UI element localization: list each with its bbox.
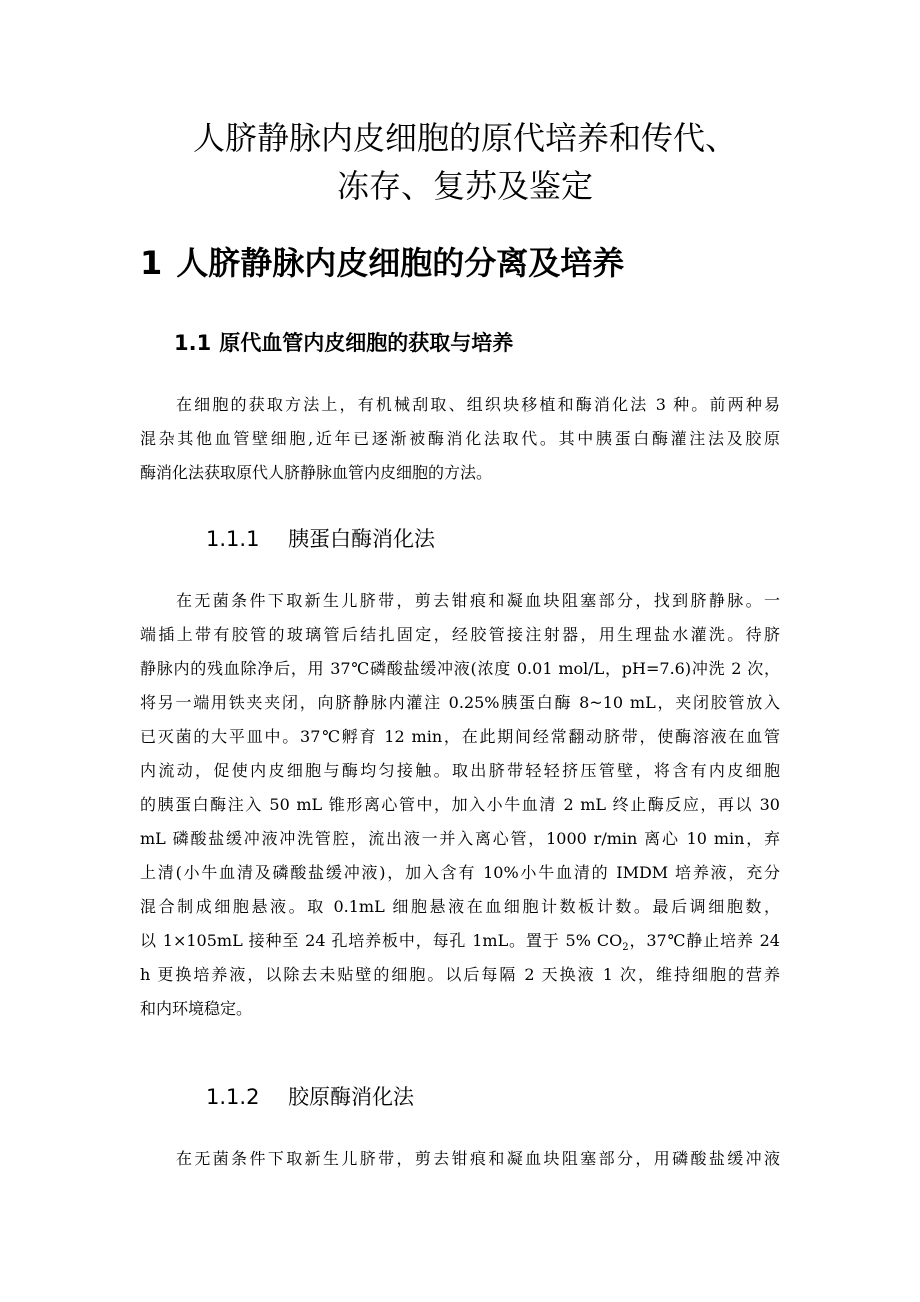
paragraph-line: 酶消化法获取原代人脐静脉血管内皮细胞的方法。 [140,463,493,482]
paragraph-line: 在无菌条件下取新生儿脐带，剪去钳痕和凝血块阻塞部分，找到脐静脉。一 [176,591,780,610]
paragraph-line: h 更换培养液，以除去未贴壁的细胞。以后每隔 2 天换液 1 次，维持细胞的营养 [140,965,780,984]
paragraph-line: 将另一端用铁夹夹闭，向脐静脉内灌注 0.25%胰蛋白酶 8~10 mL，夹闭胶管放入 [140,693,780,712]
co2-subscript: 2 [622,942,629,954]
paragraph-line: 在无菌条件下取新生儿脐带，剪去钳痕和凝血块阻塞部分，用磷酸盐缓冲液 [176,1149,780,1168]
line-text-before-subscript: 以 1×105mL 接种至 24 孔培养板中，每孔 1mL。置于 5% CO [140,931,623,950]
paragraph-line: 静脉内的残血除净后，用 37℃磷酸盐缓冲液(浓度 0.01 mol/L，pH=7.6)冲洗 2 次， [140,659,780,678]
paragraph-line: 混合制成细胞悬液。取 0.1mL 细胞悬液在血细胞计数板计数。最后调细胞数， [140,897,780,916]
section-1-1-2-number: 1.1.2 [206,1085,260,1109]
paragraph-line-with-subscript [140,924,780,958]
paragraph-line: 和内环境稳定。 [140,999,253,1018]
section-1-1-heading [174,328,513,358]
section-1-1-title: 原代血管内皮细胞的获取与培养 [219,331,514,355]
document-title-line-1: 人脐静脉内皮细胞的原代培养和传代、 [192,119,737,157]
section-1-1-2-paragraph [140,1142,780,1176]
paragraph-line: 的胰蛋白酶注入 50 mL 锥形离心管中，加入小牛血清 2 mL 终止酶反应，再以 30 [140,795,780,814]
section-1-1-1-paragraph [140,584,780,1026]
section-1-1-paragraph [140,388,780,490]
document-title-line-2: 冻存、复苏及鉴定 [336,167,593,205]
section-1-heading [140,241,624,285]
section-1-1-1-number: 1.1.1 [206,527,260,551]
section-1-1-number: 1.1 [174,331,212,355]
section-1-1-1-heading [206,524,435,554]
paragraph-line: 在细胞的获取方法上，有机械刮取、组织块移植和酶消化法 3 种。前两种易 [176,395,780,414]
section-1-1-2-title: 胶原酶消化法 [288,1085,414,1109]
paragraph-line: 端插上带有胶管的玻璃管后结扎固定，经胶管接注射器，用生理盐水灌洗。待脐 [140,625,780,644]
paragraph-line: 混杂其他血管壁细胞,近年已逐渐被酶消化法取代。其中胰蛋白酶灌注法及胶原 [140,429,780,448]
paragraph-line: 上清(小牛血清及磷酸盐缓冲液)，加入含有 10%小牛血清的 IMDM 培养液，充分 [140,863,780,882]
section-1-1-1-title: 胰蛋白酶消化法 [288,527,435,551]
section-1-title: 人脐静脉内皮细胞的分离及培养 [176,244,625,282]
section-1-number: 1 [140,244,163,282]
line-text-after-subscript: ，37℃静止培养 24 [628,931,780,950]
paragraph-line: 已灭菌的大平皿中。37℃孵育 12 min，在此期间经常翻动脐带，使酶溶液在血管 [140,727,780,746]
paragraph-line: 内流动，促使内皮细胞与酶均匀接触。取出脐带轻轻挤压管壁，将含有内皮细胞 [140,761,780,780]
section-1-1-2-heading [206,1082,414,1112]
paragraph-line: mL 磷酸盐缓冲液冲洗管腔，流出液一并入离心管，1000 r/min 离心 10 min，弃 [140,829,780,848]
